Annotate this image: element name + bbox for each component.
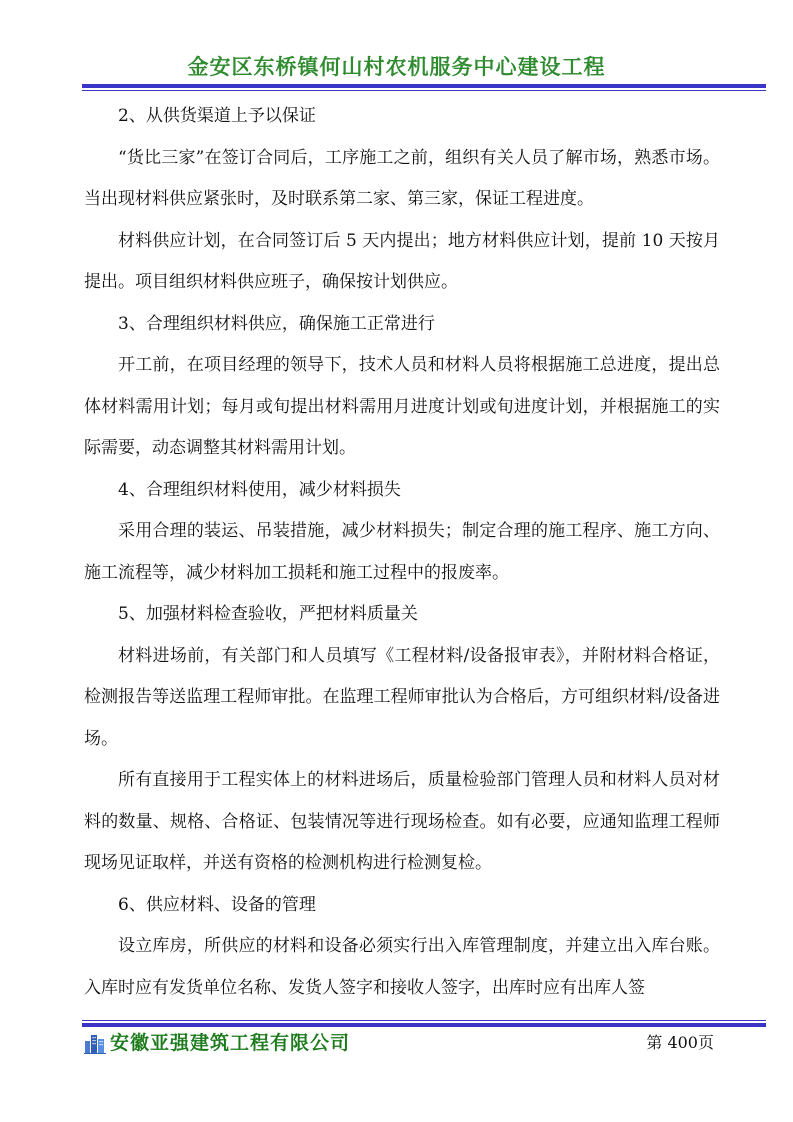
paragraph: 2、从供货渠道上予以保证: [118, 106, 316, 126]
paragraph: 材料进场前，有关部门和人员填写《工程材料/设备报审表》，并附材料合格证，检测报告等送监理工程师审批。在监理工程师审批认为合格后，方可组织材料/设备进场。: [84, 645, 720, 749]
header-title: 金安区东桥镇何山村农机服务中心建设工程: [187, 55, 606, 79]
paragraph: 6、供应材料、设备的管理: [118, 894, 316, 915]
building-logo-icon: [84, 1032, 106, 1054]
paragraph: 3、合理组织材料供应，确保施工正常进行: [118, 313, 435, 334]
footer-rule: [82, 1020, 766, 1027]
paragraph: 设立库房，所供应的材料和设备必须实行出入库管理制度，并建立出入库台账。入库时应有发货单位名称、发货人签字和接收人签字，出库时应有出库人签: [84, 936, 720, 998]
paragraph: “货比三家”在签订合同后，工序施工之前，组织有关人员了解市场，熟悉市场。当出现材料供应紧张时，及时联系第二家、第三家，保证工程进度。: [84, 147, 720, 209]
header-rule: [82, 84, 766, 91]
paragraph: 采用合理的装运、吊装措施，减少材料损失；制定合理的施工程序、施工方向、施工流程等，减少材料加工损耗和施工过程中的报废率。: [84, 521, 720, 583]
footer-company-name: 安徽亚强建筑工程有限公司: [110, 1032, 351, 1054]
document-body: [84, 96, 720, 1009]
page-number: 第 400页: [646, 1033, 714, 1052]
page-footer: [84, 1028, 720, 1060]
paragraph: 4、合理组织材料使用，减少材料损失: [118, 479, 401, 500]
paragraph: 所有直接用于工程实体上的材料进场后，质量检验部门管理人员和材料人员对材料的数量、规格、合格证、包装情况等进行现场检查。如有必要，应通知监理工程师现场见证取样，并送有资格的检测机构进行检测复检。: [84, 770, 720, 873]
paragraph: 5、加强材料检查验收，严把材料质量关: [118, 604, 418, 624]
paragraph: 开工前，在项目经理的领导下，技术人员和材料人员将根据施工总进度，提出总体材料需用计划；每月或旬提出材料需用月进度计划或旬进度计划，并根据施工的实际需要，动态调整其材料需用计划。: [84, 355, 720, 458]
paragraph: 材料供应计划，在合同签订后 5 天内提出；地方材料供应计划，提前 10 天按月提出。项目组织材料供应班子，确保按计划供应。: [84, 230, 720, 292]
